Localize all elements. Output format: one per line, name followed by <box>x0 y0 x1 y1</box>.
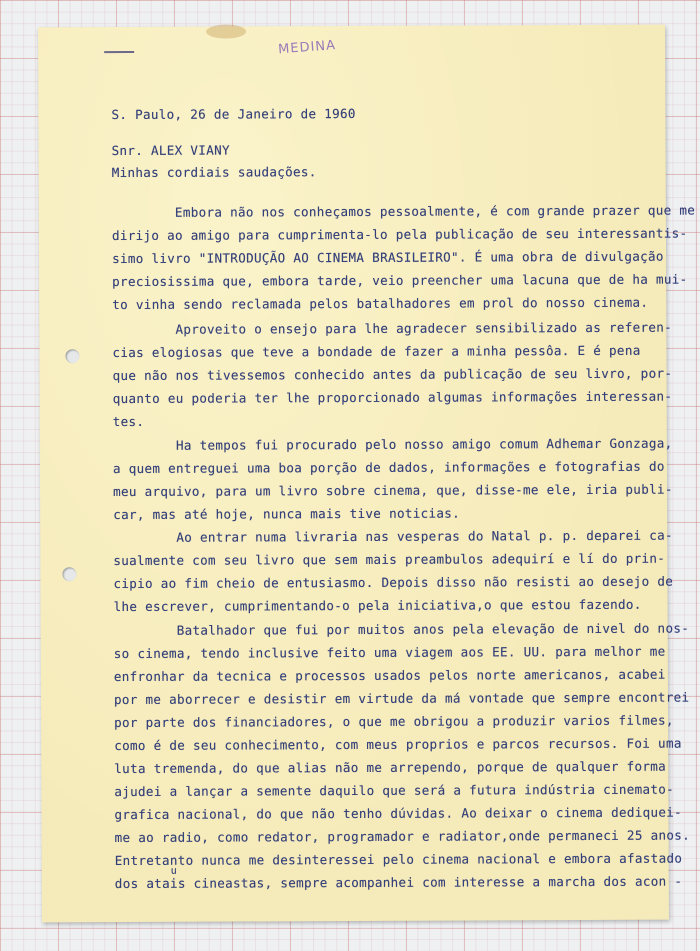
letter-line: dos atais cineastas, sempre acompanhei com interesse a marcha dos acon - <box>114 873 683 892</box>
letter-line: car, mas até hoje, nunca mais tive noticias. <box>113 505 461 523</box>
letter-line: quanto eu poderia ter lhe proporcionado algumas informações interessan- <box>112 388 673 407</box>
letter-line: luta tremenda, do que alias não me arrependo, porque de qualquer forma <box>114 758 667 777</box>
letter-line: cias elogiosas que teve a bondade de fazer a minha pessôa. E é pena <box>112 342 641 361</box>
letter-line: por me aborrecer e desistir em virtude da má vontade que sempre encontrei <box>113 689 690 708</box>
recipient-line: Snr. ALEX VIANY <box>111 142 230 159</box>
letter-line: Ha tempos fui procurado pelo nosso amigo comum Adhemar Gonzaga, <box>112 435 673 454</box>
letter-line: sualmente com seu livro que sem mais preambulos adequirí e lí do prin- <box>113 550 666 569</box>
date-line: S. Paulo, 26 de Janeiro de 1960 <box>111 105 356 123</box>
letter-line: Embora não nos conheçamos pessoalmente, é com grande prazer que me <box>111 202 696 221</box>
letter-line: enfronhar da tecnica e processos usados pelos norte americanos, acabei <box>113 666 666 685</box>
letter-line: meu arquivo, para um livro sobre cinema, que, disse-me ele, iria publi- <box>113 481 673 500</box>
letter-line: Entretanto nunca me desinteressei pelo cinema nacional e embora afastado <box>114 850 683 869</box>
letter-line: me ao radio, como redator, programador e radiator,onde permaneci 25 anos. <box>114 827 691 846</box>
letter-line: como é de seu conhecimento, com meus proprios e parcos recursos. Foi uma <box>114 735 682 754</box>
pencil-annotation: MEDINA <box>277 38 337 58</box>
margin-dash <box>104 51 134 53</box>
letter-line: grafica nacional, do que não tenho dúvidas. Ao deixar o cinema dediquei- <box>114 804 683 823</box>
paper-stain <box>206 24 246 38</box>
letter-line: Batalhador que fui por muitos anos pela elevação de nivel do nos- <box>113 620 690 639</box>
letter-line: Ao entrar numa livraria nas vesperas do Natal p. p. deparei ca- <box>113 527 673 546</box>
punch-hole-icon <box>65 349 79 363</box>
punch-hole-icon <box>62 567 76 581</box>
typed-insertion: u <box>170 865 178 877</box>
letter-line: por parte dos financiadores, o que me obrigou a produzir varios filmes, <box>114 712 674 731</box>
letter-line: tes. <box>112 413 145 430</box>
letter-line: Aproveito o ensejo para lhe agradecer sensibilizado as referen- <box>112 319 673 338</box>
letter-line: preciosissima que, embora tarde, veio preencher uma lacuna que de ha mui- <box>112 271 688 290</box>
letter-line: to vinha sendo reclamada pelos batalhadores em prol do nosso cinema. <box>112 294 649 313</box>
letter-line: cipio ao fim cheio de entusiasmo. Depois disso não resisti ao desejo de <box>113 573 674 592</box>
letter-line: lhe escrever, cumprimentando-o pela iniciativa,o que estou fazendo. <box>113 596 642 615</box>
letter-line: simo livro "INTRODUÇÃO AO CINEMA BRASILEIRO". É uma obra de divulgação <box>112 248 664 267</box>
letter-sheet <box>38 25 696 923</box>
greeting-line: Minhas cordiais saudações. <box>111 164 317 181</box>
letter-line: ajudei a lançar a semente daquilo que será a futura indústria cinemato- <box>114 781 675 800</box>
letter-line: dirijo ao amigo para cumprimenta-lo pela publicação de seu interessantis- <box>111 225 688 244</box>
letter-line: a quem entreguei uma boa porção de dados, informações e fotografias do <box>112 458 665 477</box>
letter-line: so cinema, tendo inclusive feito uma viagem aos EE. UU. para melhor me <box>113 643 666 662</box>
letter-line: que não nos tivessemos conhecido antes da publicação de seu livro, por- <box>112 365 673 384</box>
